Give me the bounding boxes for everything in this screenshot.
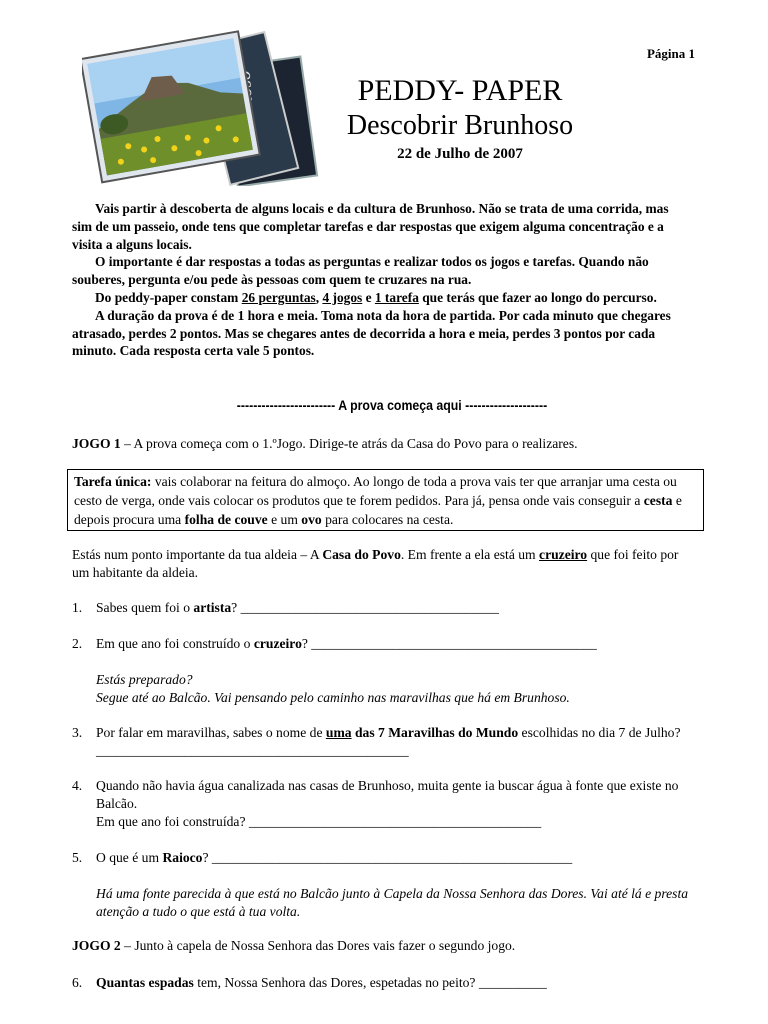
intro-paragraph-3: Do peddy-paper constam 26 perguntas, 4 jogos e 1 tarefa que terás que fazer ao longo do percurso. [95,289,657,305]
title-peddy-paper: PEDDY- PAPER [357,74,563,107]
note-fonte-capela: Há uma fonte parecida à que está no Balcão junto à Capela da Nossa Senhora das Dores. Vai até lá e presta atenção a tudo o que está à tua volta. [96,886,689,919]
question-3: 3. Por falar em maravilhas, sabes o nome de uma das 7 Maravilhas do Mundo escolhidas no dia 7 de Julho?______________________________________________ [72,725,681,758]
page-number: Página 1 [646,46,695,61]
jogo1-instruction: JOGO 1 – A prova começa com o 1.ºJogo. Dirige-te atrás da Casa do Povo para o realizares. [72,436,578,451]
intro-paragraph-4: A duração da prova é de 1 hora e meia. Toma nota da hora de partida. Por cada minuto que chegares atrasado, perdes 2 pontos. Mas se chegares antes de decorrida a hora e meia, perdes 3 pontos por cada minuto. Cada resposta certa vale 5 pontos. [72,307,671,359]
brunhoso-logo-image [82,26,322,186]
title-descobrir-brunhoso: Descobrir Brunhoso [346,110,574,141]
question-5: 5. O que é um Raioco? _____________________________________________________ [72,850,573,865]
note-estas-preparado: Estás preparado? Segue até ao Balcão. Vai pensando pelo caminho nas maravilhas que há em Brunhoso. [96,672,570,705]
intro-paragraph-2: O importante é dar respostas a todas as perguntas e realizar todos os jogos e tarefas. Quando não souberes, pergunta e/ou pede às pessoas com quem te cruzares na rua. [72,254,649,288]
event-date: 22 de Julho de 2007 [397,146,523,162]
casa-do-povo-paragraph: Estás num ponto importante da tua aldeia – A Casa do Povo. Em frente a ela está um cruzeiro que foi feito por um habitante da aldeia. [72,547,679,580]
question-4: 4. Quando não havia água canalizada nas casas de Brunhoso, muita gente ia buscar água à fonte que existe no Balcão. Em que ano foi construída? ___________________________________________ [72,778,679,829]
question-2: 2. Em que ano foi construído o cruzeiro? __________________________________________ [72,636,597,651]
question-6: 6. Quantas espadas tem, Nossa Senhora das Dores, espetadas no peito? __________ [72,975,547,990]
start-divider: ------------------------ A prova começa aqui -------------------- [236,397,548,413]
jogo2-instruction: JOGO 2 – Junto à capela de Nossa Senhora das Dores vais fazer o segundo jogo. [72,938,516,953]
tarefa-unica-box: Tarefa única: vais colaborar na feitura do almoço. Ao longo de toda a prova vais ter que arranjar uma cesta ou cesto de verga, onde vais colocar os produtos que te forem pedidos. Para já, pensa onde vais conseguir a cesta e depois procura uma folha de couve e um ovo para colocares na cesta. [67,469,704,531]
intro-paragraph-1: Vais partir à descoberta de alguns locais e da cultura de Brunhoso. Não se trata de uma corrida, mas sim de um passeio, onde tens que completar tarefas e dar respostas que exigem alguma concentração e a visita a alguns locais. [72,201,669,252]
question-1: 1. Sabes quem foi o artista? ______________________________________ [72,600,499,615]
intro-section [72,200,688,360]
